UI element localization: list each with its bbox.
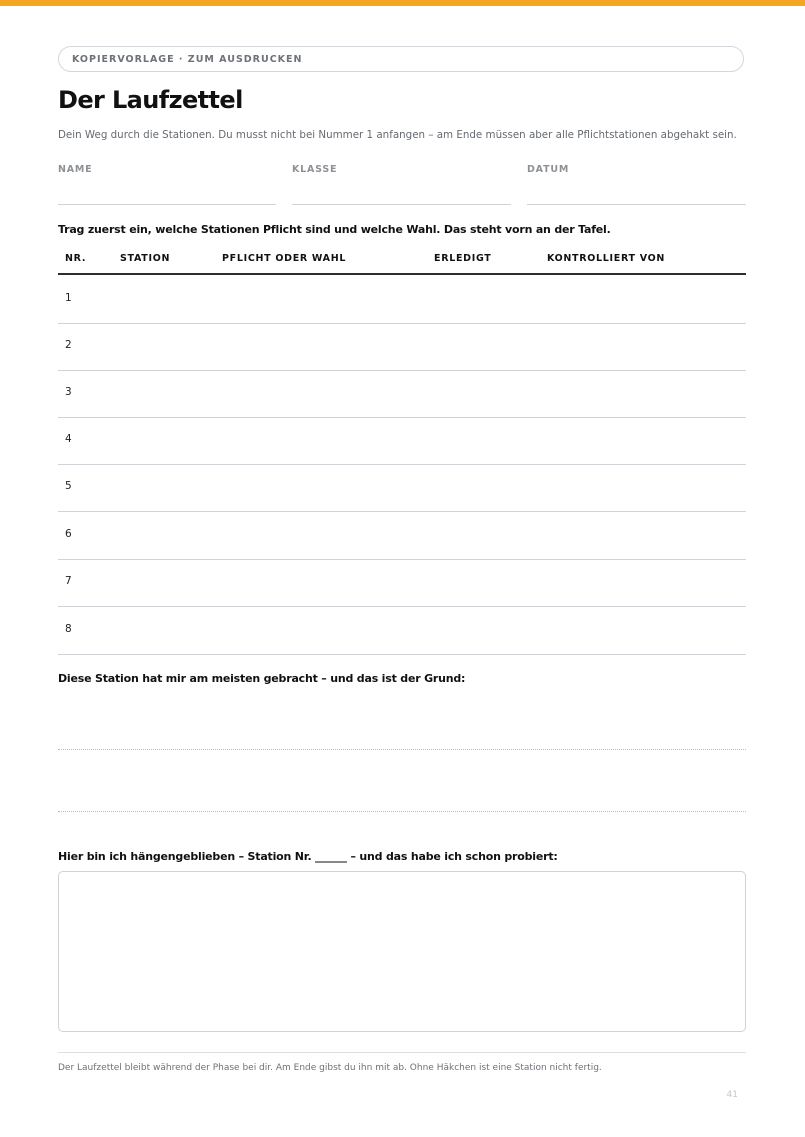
table-instruction: Trag zuerst ein, welche Stationen Pflicht sind und welche Wahl. Das steht vorn an der Tafel. [58,223,611,236]
row-number: 3 [65,386,72,398]
answer-line[interactable] [58,749,746,750]
answer-box[interactable] [58,871,746,1032]
footer-divider [58,1052,746,1053]
table-row[interactable] [58,560,746,607]
row-number: 5 [65,480,72,492]
accent-bar [0,0,805,6]
table-row[interactable] [58,418,746,465]
table-row[interactable] [58,608,746,655]
name-label: NAME [58,164,93,175]
page-title: Der Laufzettel [58,86,243,114]
row-number: 6 [65,528,72,540]
row-number: 2 [65,339,72,351]
header-erledigt: ERLEDIGT [434,253,492,264]
table-row[interactable] [58,465,746,512]
answer-line[interactable] [58,811,746,812]
name-line[interactable] [58,204,276,205]
header-pflicht-oder-wahl: PFLICHT ODER WAHL [222,253,347,264]
header-nr: NR. [65,253,87,264]
class-label: KLASSE [292,164,338,175]
row-number: 7 [65,575,72,587]
table-row[interactable] [58,371,746,418]
table-row[interactable] [58,324,746,371]
row-number: 4 [65,433,72,445]
badge: KOPIERVORLAGE · ZUM AUSDRUCKEN [58,46,744,72]
date-label: DATUM [527,164,570,175]
row-number: 1 [65,292,72,304]
table-header-rule [58,273,746,275]
date-line[interactable] [527,204,746,205]
row-number: 8 [65,623,72,635]
class-line[interactable] [292,204,511,205]
intro-text: Dein Weg durch die Stationen. Du musst nicht bei Nummer 1 anfangen – am Ende müssen aber alle Pflichtstationen abgehakt sein. [58,129,737,141]
header-kontrolliert-von: KONTROLLIERT VON [547,253,666,264]
page-number: 41 [726,1090,738,1100]
stuck-question: Hier bin ich hängengeblieben – Station Nr. ______ – und das habe ich schon probiert: [58,850,558,863]
table-row[interactable] [58,513,746,560]
footer-note: Der Laufzettel bleibt während der Phase bei dir. Am Ende gibst du ihn mit ab. Ohne Häkchen ist eine Station nicht fertig. [58,1063,602,1073]
header-station: STATION [120,253,171,264]
table-row[interactable] [58,277,746,324]
best-station-question: Diese Station hat mir am meisten gebracht – und das ist der Grund: [58,672,466,685]
